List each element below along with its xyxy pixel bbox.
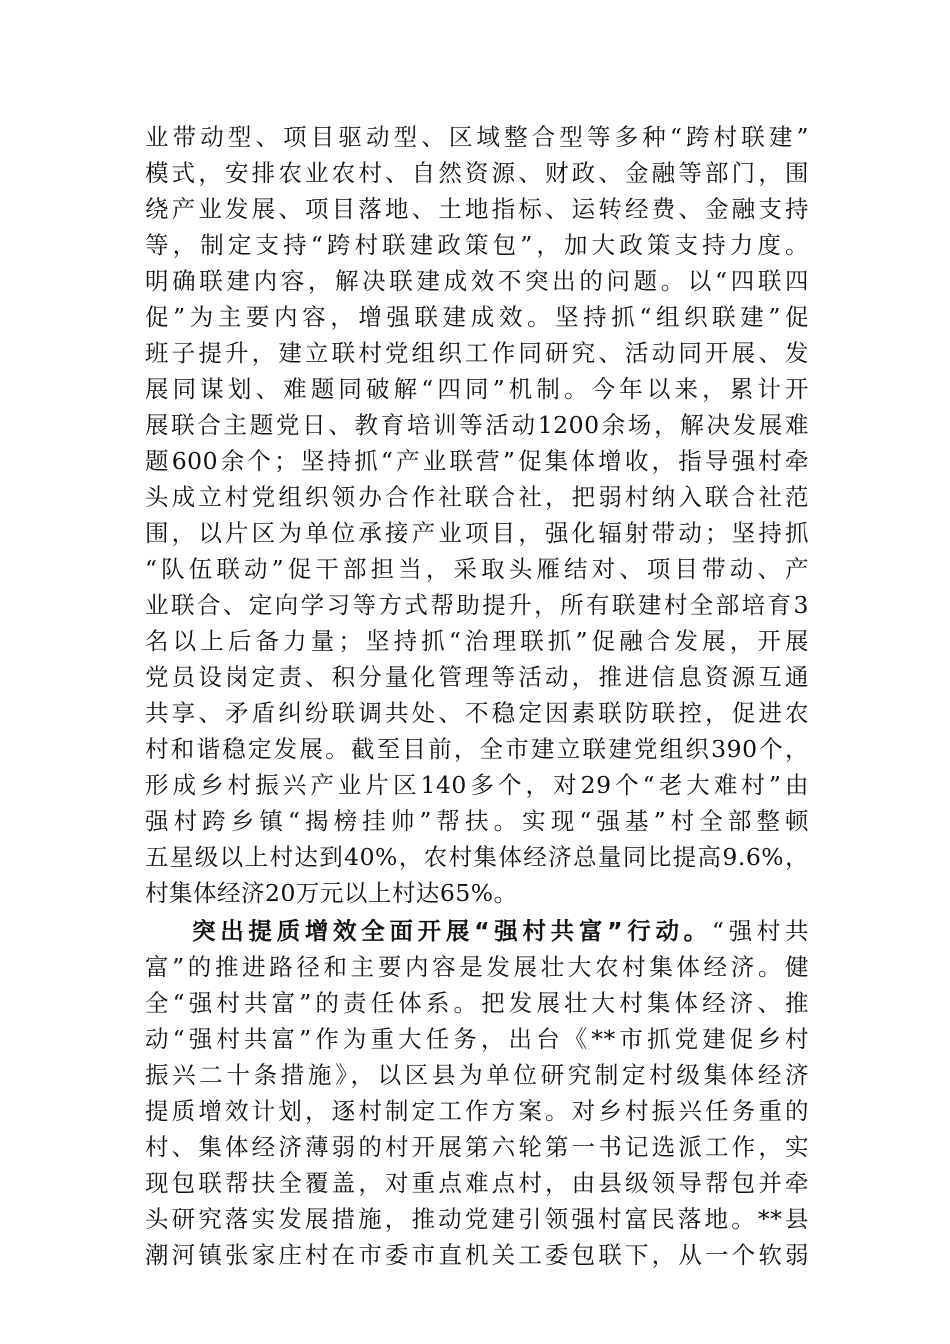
paragraph-first-line (192, 914, 809, 949)
text-line: 名以上后备力量；坚持抓“治理联抓”促融合发展，开展 (145, 627, 809, 655)
text-line: 党员设岗定责、积分量化管理等活动，推进信息资源互通 (145, 663, 809, 691)
text-line: 促”为主要内容，增强联建成效。坚持抓“组织联建”促 (145, 303, 809, 331)
text-line: 村集体经济20万元以上村达65%。 (145, 879, 518, 907)
text-line: 围，以片区为单位承接产业项目，强化辐射带动；坚持抓 (145, 519, 809, 547)
text-line: 共享、矛盾纠纷联调共处、不稳定因素联防联控，促进农 (145, 699, 809, 727)
text-line: 村、集体经济薄弱的村开展第六轮第一书记选派工作，实 (145, 1133, 809, 1161)
text-line: 振兴二十条措施》，以区县为单位研究制定村级集体经济 (145, 1061, 809, 1089)
text-line: 形成乡村振兴产业片区140多个，对29个“老大难村”由 (145, 771, 809, 799)
text-line: 班子提升，建立联村党组织工作同研究、活动同开展、发 (145, 339, 809, 367)
text-line: 动“强村共富”作为重大任务，出台《**市抓党建促乡村 (145, 1025, 809, 1053)
text-line: 头研究落实发展措施，推动党建引领强村富民落地。**县 (145, 1205, 809, 1233)
text-line: 展联合主题党日、教育培训等活动1200余场，解决发展难 (145, 411, 809, 439)
text-line: 绕产业发展、项目落地、土地指标、运转经费、金融支持 (145, 195, 809, 223)
text-line: 模式，安排农业农村、自然资源、财政、金融等部门，围 (145, 159, 809, 187)
text-line: 村和谐稳定发展。截至目前，全市建立联建党组织390个， (145, 735, 809, 763)
text-line: 头成立村党组织领办合作社联合社，把弱村纳入联合社范 (145, 483, 809, 511)
text-line: 强村跨乡镇“揭榜挂帅”帮扶。实现“强基”村全部整顿 (145, 807, 809, 835)
paragraph-heading: 突出提质增效全面开展“强村共富”行动。 (192, 917, 712, 945)
text-line: 等，制定支持“跨村联建政策包”，加大政策支持力度。 (145, 231, 809, 259)
text-line: 全“强村共富”的责任体系。把发展壮大村集体经济、推 (145, 989, 809, 1017)
text-line: 现包联帮扶全覆盖，对重点难点村，由县级领导帮包并牵 (145, 1169, 809, 1197)
text-line: 五星级以上村达到40%，农村集体经济总量同比提高9.6%， (145, 843, 809, 871)
text-line: “队伍联动”促干部担当，采取头雁结对、项目带动、产 (145, 555, 809, 583)
text-line: 题600余个；坚持抓“产业联营”促集体增收，指导强村牵 (145, 447, 809, 475)
text-fragment: “强村共 (711, 917, 809, 945)
text-line: 富”的推进路径和主要内容是发展壮大农村集体经济。健 (145, 953, 809, 981)
text-line: 提质增效计划，逐村制定工作方案。对乡村振兴任务重的 (145, 1097, 809, 1125)
text-line: 业联合、定向学习等方式帮助提升，所有联建村全部培育3 (145, 591, 809, 619)
text-line: 明确联建内容，解决联建成效不突出的问题。以“四联四 (145, 267, 809, 295)
text-line: 业带动型、项目驱动型、区域整合型等多种“跨村联建” (145, 123, 809, 151)
text-line: 潮河镇张家庄村在市委市直机关工委包联下，从一个软弱 (145, 1241, 809, 1269)
text-line: 展同谋划、难题同破解“四同”机制。今年以来，累计开 (145, 375, 809, 403)
